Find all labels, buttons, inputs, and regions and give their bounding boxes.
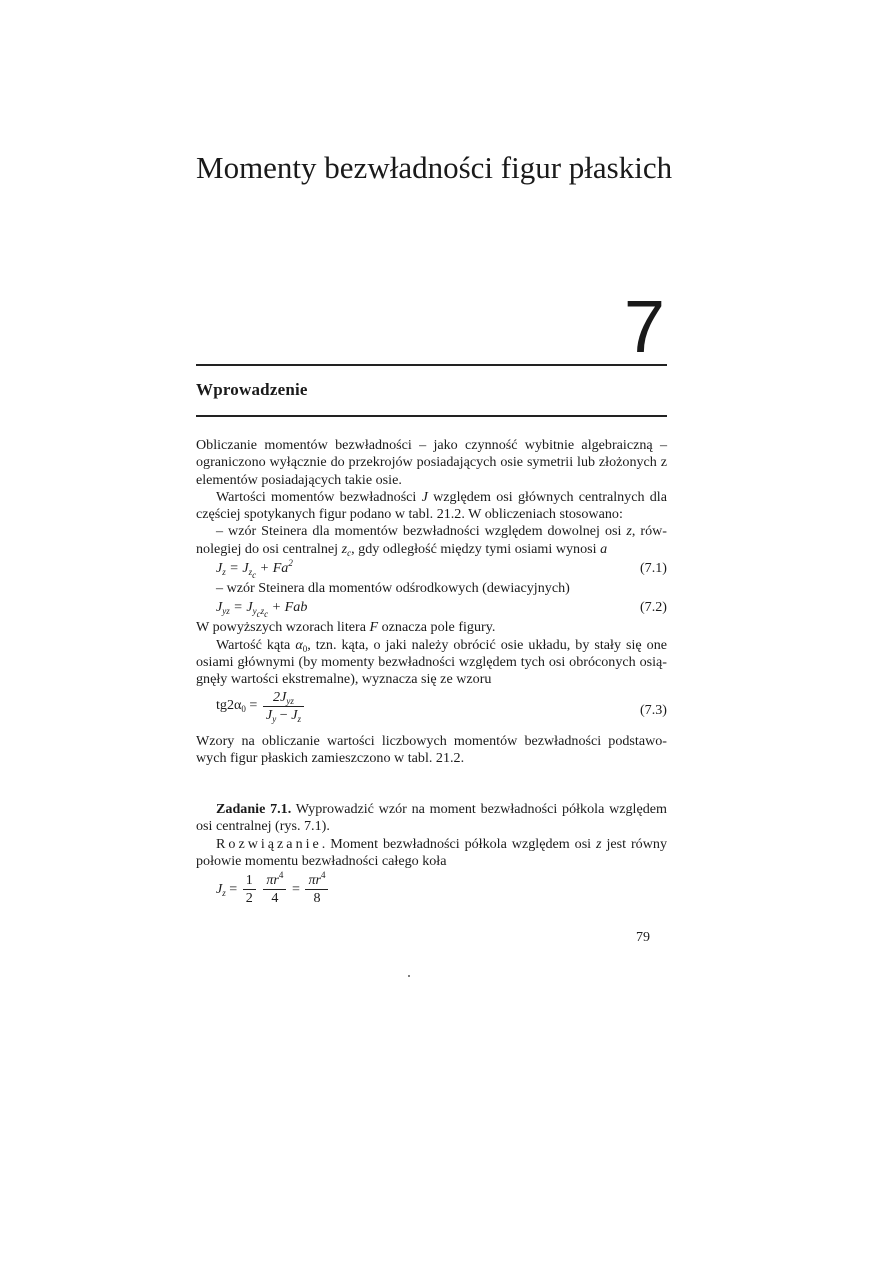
equation-7-1-number: (7.1) [639, 560, 667, 577]
equation-7-1-formula: $J_z = J_{z_c} + Fa^2$ [216, 558, 293, 581]
paragraph-2: Wartości momentów bezwładności J względem osi głównych centralnych dla częściej spotykanych figur podano w tabl. 21.2. W obliczeniach stosowano: [196, 488, 667, 523]
section-heading: Wprowadzenie [196, 380, 308, 399]
chapter-rule [196, 364, 667, 366]
task-equation [196, 870, 667, 918]
equation-7-3-fraction: $\frac{2J_{yz}}{J_y - J_z}$ [263, 689, 304, 724]
task-solution: Rozwiązanie. Moment bezwładności półkola względem osi z jest równy połowie momentu bezwładności całego koła [196, 835, 667, 869]
equation-7-3-number: (7.3) [639, 701, 667, 718]
task-label: Zadanie 7.1. [216, 801, 292, 817]
equation-7-2-number: (7.2) [639, 599, 667, 616]
paragraph-4: – wzór Steinera dla momentów odśrodkowych (dewiacyjnych) [216, 580, 570, 597]
task-equation-formula: $J_z$ = $\frac{1}{2}$ $\frac{\pi r^4}{4}$ = $\frac{\pi r^4}{8}$ [216, 872, 330, 907]
equation-7-2-formula: $J_{yz} = J_{y_cz_c}$ + Fab [216, 599, 308, 620]
page-number: 79 [636, 930, 650, 945]
intro-text [196, 437, 667, 767]
chapter-number: 7 [623, 285, 665, 368]
section-rule [196, 415, 667, 417]
task-section [196, 801, 667, 918]
equation-7-3 [196, 689, 667, 733]
task-7-1: Zadanie 7.1. Wyprowadzić wzór na moment bezwładności półkola względem osi centralnej (rys. 7.1). [196, 801, 667, 835]
scan-speck [408, 975, 410, 977]
chapter-title: Momenty bezwładności figur płaskich [196, 150, 673, 185]
paragraph-6: Wartość kąta $\alpha_0$, tzn. kąta, o jaki należy obrócić osie układu, by stały się one osiami głównymi (by momenty bezwładności względem tych osi obróconych osią-gnęły wartości ekstremalne), wyznacza się ze wzoru [196, 636, 667, 688]
equation-7-2 [196, 597, 667, 619]
equation-7-3-formula: $tg2\alpha_0$ = $\frac{2J_{yz}}{J_y - J_z}$ [216, 689, 306, 724]
paragraph-1: Obliczanie momentów bezwładności – jako czynność wybitnie algebraiczną – ograniczono wyłącznie do przekrojów posiadających osie symetrii lub złożonych z elementów posiadających takie osie. [196, 437, 667, 488]
paragraph-7: Wzory na obliczanie wartości liczbowych momentów bezwładności podstawo-wych figur płaskich zamieszczono w tabl. 21.2. [196, 732, 667, 766]
equation-7-1 [196, 558, 667, 580]
paragraph-3: – wzór Steinera dla momentów bezwładności względem dowolnej osi z, rów-nolegiej do osi centralnej $z_c$, gdy odległość między tymi osiami wynosi a [196, 523, 667, 558]
paragraph-5: W powyższych wzorach litera F oznacza pole figury. [196, 619, 496, 636]
solution-label: Rozwiązanie [216, 835, 322, 852]
